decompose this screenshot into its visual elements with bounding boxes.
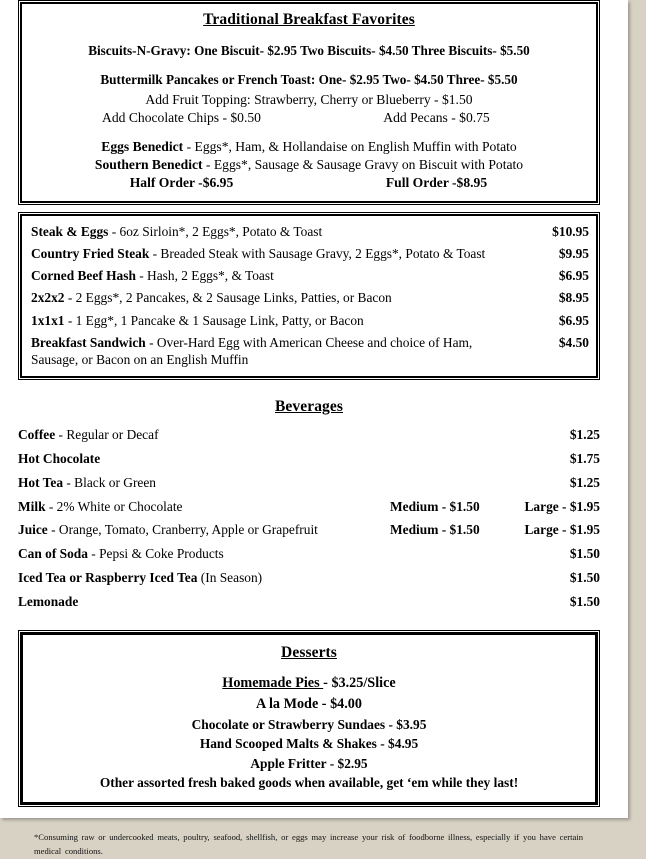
table-row: [31, 265, 589, 287]
beverage-description: [18, 569, 390, 586]
beverage-price: $1.75: [569, 451, 600, 467]
add-ons-line: [28, 109, 590, 127]
table-row: [31, 242, 589, 264]
beverage-name: Coffee: [18, 427, 56, 443]
eggs-benedict-line: [28, 138, 590, 156]
beverage-detail: (In Season): [197, 570, 263, 586]
entree-price: $4.50: [558, 335, 589, 351]
list-item: [18, 495, 600, 519]
malts-shakes-line: Hand Scooped Malts & Shakes - $4.95: [199, 736, 419, 752]
list-item: [18, 471, 600, 495]
beverage-name: Hot Chocolate: [18, 451, 101, 467]
beverage-name: Lemonade: [18, 593, 79, 609]
menu-sheet: [18, 0, 600, 859]
beverage-price: Large - $1.95: [524, 498, 600, 514]
list-item: [18, 590, 600, 614]
beverage-medium-price: Medium - $1.50: [390, 522, 480, 538]
beverage-detail: - 2% White or Chocolate: [45, 498, 183, 514]
beverage-price: $1.50: [569, 593, 600, 609]
beverage-detail: - Black or Green: [63, 474, 156, 490]
beverage-description: [18, 593, 390, 610]
beverage-description: [18, 450, 390, 467]
entree-price: $6.95: [558, 268, 589, 284]
entree-detail: - Hash, 2 Eggs*, & Toast: [135, 268, 274, 284]
beverage-name: Can of Soda: [18, 546, 88, 562]
traditional-title: Traditional Breakfast Favorites: [203, 11, 415, 28]
entree-name: 2x2x2: [31, 290, 65, 306]
list-item: [18, 447, 600, 471]
beverage-name: Milk: [18, 498, 46, 514]
entree-detail: - 6oz Sirloin*, 2 Eggs*, Potato & Toast: [108, 223, 323, 239]
homemade-pies-line: [31, 673, 587, 694]
entree-detail: - Over-Hard Egg with American Cheese and choice of Ham, Sausage, or Bacon on an English Muffin: [31, 335, 473, 368]
full-order-price: Full Order -$8.95: [385, 175, 488, 191]
list-item: [18, 566, 600, 590]
beverage-price: Large - $1.95: [524, 522, 600, 538]
entree-price: $10.95: [552, 223, 589, 239]
table-row: [31, 309, 589, 331]
southern-benedict-desc: - Eggs*, Sausage & Sausage Gravy on Biscuit with Potato: [202, 156, 524, 172]
consumer-advisory-disclaimer: *Consuming raw or undercooked meats, poultry, seafood, shellfish, or eggs may increase your risk of foodborne illness, especially if you have certain medical conditions.: [34, 832, 584, 857]
eggs-benedict-desc: - Eggs*, Ham, & Hollandaise on English Muffin with Potato: [183, 138, 517, 154]
benedict-order-sizes: [28, 174, 590, 192]
entree-description: [31, 223, 531, 240]
table-row: [31, 287, 589, 309]
eggs-benedict-name: Eggs Benedict: [101, 138, 184, 154]
beverage-description: [18, 498, 390, 515]
southern-benedict-line: [28, 156, 590, 174]
beverage-name: Hot Tea: [18, 474, 64, 490]
beverage-price: $1.25: [569, 427, 600, 443]
sundaes-line: Chocolate or Strawberry Sundaes - $3.95: [191, 716, 427, 732]
beverage-description: [18, 474, 390, 491]
entree-price: $8.95: [558, 290, 589, 306]
traditional-breakfast-section: [18, 0, 600, 205]
entree-detail: - 1 Egg*, 1 Pancake & 1 Sausage Link, Patty, or Bacon: [64, 312, 364, 328]
add-pecans: Add Pecans - $0.75: [383, 109, 490, 125]
beverage-price: $1.25: [569, 474, 600, 490]
biscuits-n-gravy-line: Biscuits-N-Gravy: One Biscuit- $2.95 Two Biscuits- $4.50 Three Biscuits- $5.50: [88, 43, 530, 58]
table-row: [31, 220, 589, 242]
beverages-section: [18, 398, 600, 613]
desserts-title: Desserts: [281, 644, 337, 662]
entree-name: Steak & Eggs: [31, 223, 109, 239]
entree-description: [31, 289, 531, 306]
desserts-section: [18, 630, 600, 807]
pancakes-french-toast-line: Buttermilk Pancakes or French Toast: One- $2.95 Two- $4.50 Three- $5.50: [100, 72, 518, 88]
entree-description: [31, 245, 531, 262]
homemade-pies-label: Homemade Pies: [222, 675, 324, 692]
entree-name: 1x1x1: [31, 312, 65, 328]
beverage-detail: - Regular or Decaf: [55, 427, 159, 443]
list-item: [18, 423, 600, 447]
table-row: [31, 332, 589, 372]
breakfast-entrees-section: [18, 212, 600, 380]
southern-benedict-name: Southern Benedict: [94, 156, 203, 172]
entree-name: Breakfast Sandwich: [31, 335, 146, 351]
half-order-price: Half Order -$6.95: [129, 175, 234, 191]
beverage-price: $1.50: [569, 546, 600, 562]
add-chocolate-chips: Add Chocolate Chips - $0.50: [102, 109, 261, 125]
entree-price: $9.95: [558, 245, 589, 261]
entree-price: $6.95: [558, 312, 589, 328]
beverage-description: [18, 521, 390, 538]
beverage-name: Juice: [18, 522, 48, 538]
beverage-detail: - Pepsi & Coke Products: [87, 546, 224, 562]
entree-name: Corned Beef Hash: [31, 268, 136, 284]
beverage-description: [18, 426, 390, 443]
beverage-name: Iced Tea or Raspberry Iced Tea: [18, 570, 198, 586]
entree-detail: - Breaded Steak with Sausage Gravy, 2 Eggs*, Potato & Toast: [149, 245, 486, 261]
entree-description: [31, 334, 531, 369]
beverage-medium-price: Medium - $1.50: [390, 498, 480, 514]
entree-description: [31, 267, 531, 284]
entree-description: [31, 312, 531, 329]
homemade-pies-price: - $3.25/Slice: [323, 675, 396, 692]
list-item: [18, 518, 600, 542]
beverage-description: [18, 545, 390, 562]
entree-detail: - 2 Eggs*, 2 Pancakes, & 2 Sausage Links, Patties, or Bacon: [64, 290, 392, 306]
apple-fritter-line: Apple Fritter - $2.95: [250, 755, 368, 771]
list-item: [18, 542, 600, 566]
a-la-mode-line: A la Mode - $4.00: [255, 696, 362, 713]
other-baked-goods-line: Other assorted fresh baked goods when available, get ‘em while they last!: [99, 774, 519, 790]
beverages-title: Beverages: [274, 398, 344, 416]
add-fruit-topping-line: Add Fruit Topping: Strawberry, Cherry or Blueberry - $1.50: [145, 91, 473, 107]
beverage-detail: - Orange, Tomato, Cranberry, Apple or Grapefruit: [47, 522, 318, 538]
entree-name: Country Fried Steak: [31, 245, 150, 261]
beverage-price: $1.50: [569, 570, 600, 586]
